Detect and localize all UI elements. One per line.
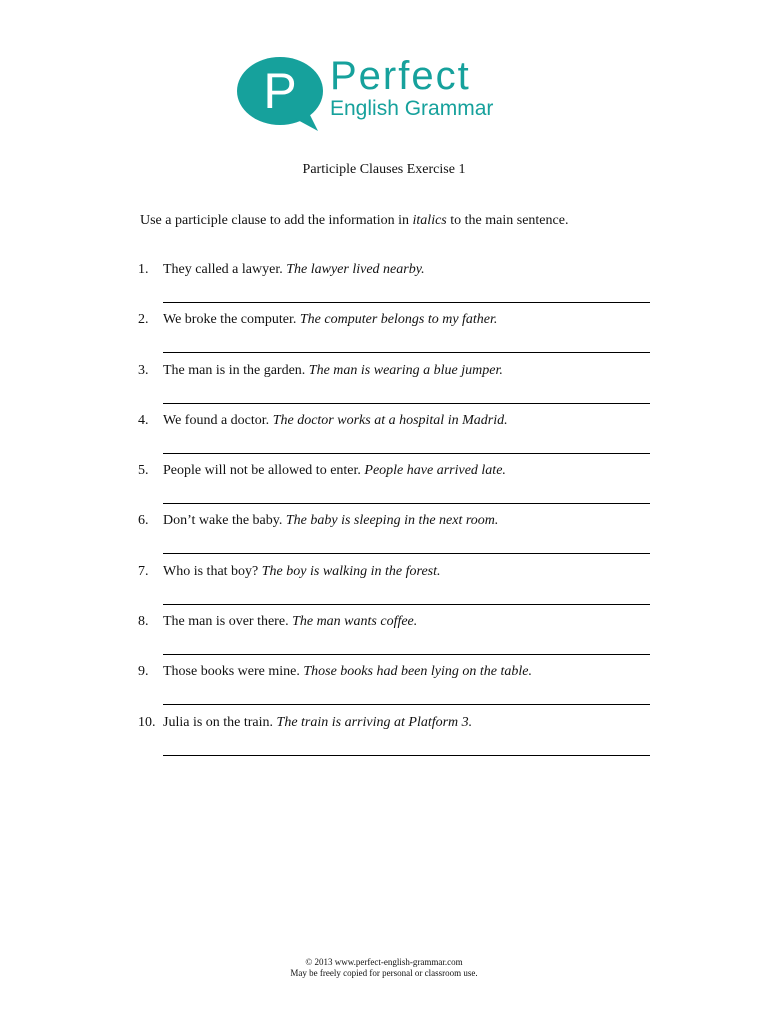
item-number: 3.	[138, 362, 149, 378]
item-text	[163, 413, 508, 429]
item-main: They called a lawyer.	[163, 262, 287, 277]
item-text	[163, 715, 472, 731]
answer-line[interactable]	[163, 302, 650, 303]
item-main: Julia is on the train.	[163, 714, 277, 730]
instruction-before: Use a participle clause to add the information in	[140, 213, 413, 228]
item-extra: The baby is sleeping in the next room.	[285, 513, 499, 529]
speech-bubble-logo-icon	[236, 56, 331, 131]
item-text	[163, 312, 497, 328]
exercise-item-8	[138, 614, 658, 664]
item-text	[163, 262, 425, 278]
exercise-item-3	[138, 363, 658, 413]
page-title: Participle Clauses Exercise 1	[302, 162, 466, 177]
item-main: People will not be allowed to enter.	[163, 463, 365, 479]
item-number: 5.	[138, 463, 149, 479]
answer-line[interactable]	[163, 453, 650, 454]
answer-line[interactable]	[163, 403, 650, 404]
answer-line[interactable]	[163, 755, 650, 756]
item-extra: People have arrived late.	[364, 463, 506, 479]
exercise-item-6	[138, 513, 658, 563]
answer-line[interactable]	[163, 503, 650, 504]
item-main: Who is that boy?	[163, 563, 262, 579]
item-extra: The man wants coffee.	[292, 614, 418, 630]
item-text	[163, 614, 417, 630]
item-extra: The boy is walking in the forest.	[261, 563, 441, 579]
exercise-item-7	[138, 564, 658, 614]
logo-word-english-grammar: English Grammar	[330, 97, 494, 120]
answer-line[interactable]	[163, 352, 650, 353]
footer-license: May be freely copied for personal or classroom use.	[290, 968, 478, 978]
item-number: 8.	[138, 614, 149, 630]
item-text	[163, 513, 498, 529]
item-text	[163, 463, 506, 479]
exercise-item-2	[138, 312, 658, 362]
answer-line[interactable]	[163, 553, 650, 554]
item-extra: Those books had been lying on the table.	[303, 664, 532, 680]
instruction	[140, 213, 568, 229]
footer-copyright: © 2013 www.perfect-english-grammar.com	[305, 957, 463, 967]
instruction-italic: italics	[412, 213, 447, 228]
footer	[0, 957, 768, 979]
item-number: 9.	[138, 664, 149, 680]
item-main: We broke the computer.	[163, 312, 300, 328]
answer-line[interactable]	[163, 704, 650, 705]
item-number: 6.	[138, 513, 149, 529]
item-text	[163, 664, 532, 680]
item-extra: The doctor works at a hospital in Madrid.	[272, 412, 508, 428]
item-number: 7.	[138, 563, 149, 579]
answer-line[interactable]	[163, 604, 650, 605]
answer-line[interactable]	[163, 654, 650, 655]
exercise-list	[138, 262, 658, 765]
item-extra: The computer belongs to my father.	[299, 312, 498, 328]
instruction-after: to the main sentence.	[446, 213, 569, 228]
item-extra: The train is arriving at Platform 3.	[276, 714, 473, 730]
item-number: 2.	[138, 312, 149, 328]
item-extra: The lawyer lived nearby.	[286, 262, 425, 277]
item-number: 10.	[138, 714, 156, 730]
item-text	[163, 564, 441, 580]
logo-letter: P	[263, 63, 297, 119]
exercise-item-4	[138, 413, 658, 463]
exercise-item-1	[138, 262, 658, 312]
item-main: Don’t wake the baby.	[163, 513, 286, 529]
item-number: 4.	[138, 412, 149, 428]
exercise-item-10	[138, 715, 658, 765]
item-main: The man is in the garden.	[163, 362, 309, 378]
item-main: We found a doctor.	[163, 412, 273, 428]
item-number: 1.	[138, 262, 149, 277]
logo-word-perfect: Perfect	[330, 54, 471, 98]
item-extra: The man is wearing a blue jumper.	[308, 362, 503, 378]
logo	[236, 56, 536, 134]
item-main: The man is over there.	[163, 614, 293, 630]
exercise-item-5	[138, 463, 658, 513]
item-main: Those books were mine.	[163, 664, 304, 680]
item-text	[163, 363, 503, 379]
exercise-item-9	[138, 664, 658, 714]
